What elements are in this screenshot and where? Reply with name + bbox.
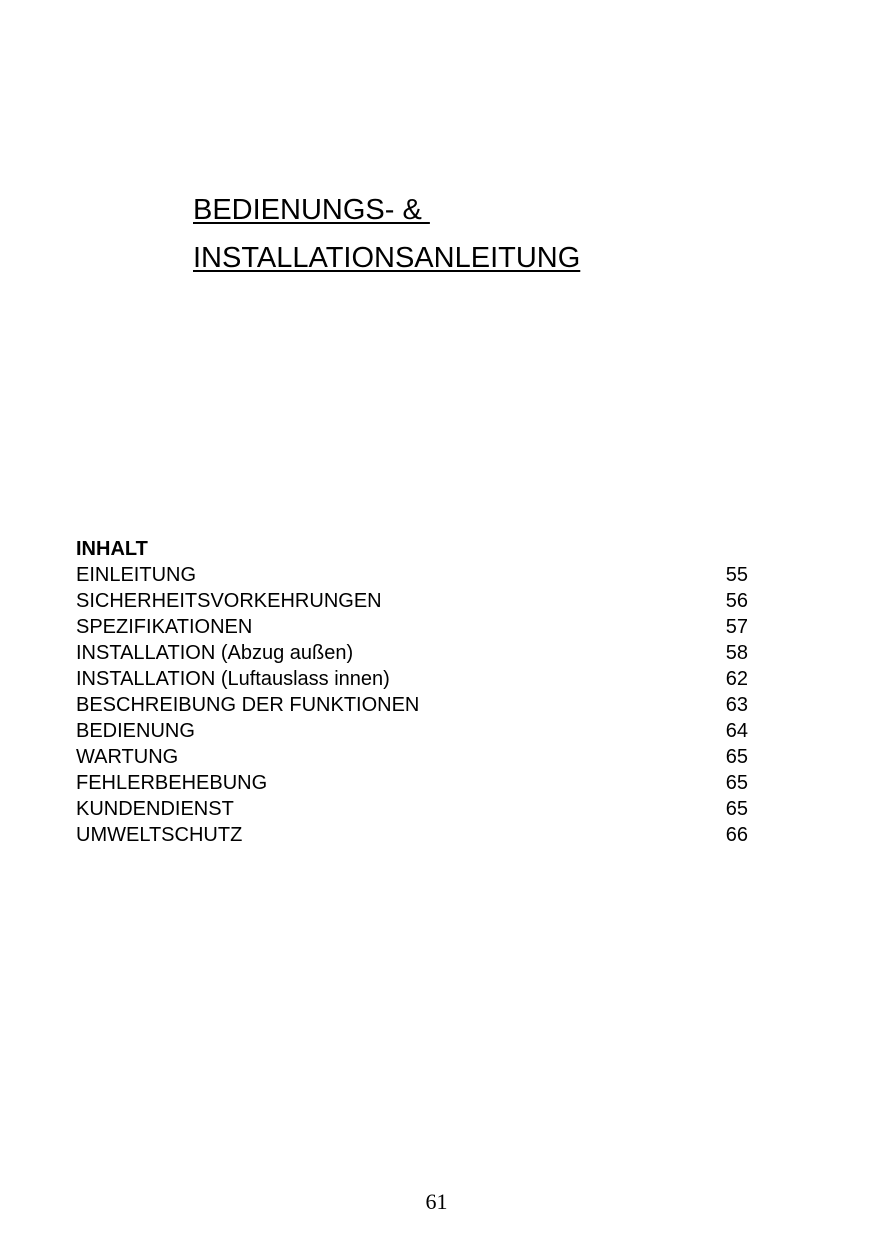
document-title xyxy=(193,186,580,282)
toc-entry xyxy=(76,614,748,640)
toc-entry xyxy=(76,640,748,666)
toc-entry-label: SPEZIFIKATIONEN xyxy=(76,616,253,638)
toc-entry-label: SICHERHEITSVORKEHRUNGEN xyxy=(76,590,382,612)
toc-entry-label: INSTALLATION (Luftauslass innen) xyxy=(76,668,390,690)
toc-entry-label: FEHLERBEHEBUNG xyxy=(76,772,268,794)
title-line-2: INSTALLATIONSANLEITUNG xyxy=(193,242,581,274)
toc-entry-page: 65 xyxy=(725,772,748,794)
toc-entry xyxy=(76,692,748,718)
toc-entry-page: 63 xyxy=(725,694,748,716)
page-number: 61 xyxy=(425,1189,448,1214)
toc-entry xyxy=(76,562,748,588)
toc-entry-page: 58 xyxy=(725,642,748,664)
toc-entry xyxy=(76,822,748,848)
toc-entry-label: WARTUNG xyxy=(76,746,179,768)
toc-entry xyxy=(76,770,748,796)
toc-entry-label: BESCHREIBUNG DER FUNKTIONEN xyxy=(76,694,420,716)
toc-entry-label: EINLEITUNG xyxy=(76,564,197,586)
toc-entry-page: 56 xyxy=(725,590,748,612)
toc-entry-page: 55 xyxy=(725,564,748,586)
toc-entry-page: 62 xyxy=(725,668,748,690)
toc-entry xyxy=(76,718,748,744)
toc-entry-page: 64 xyxy=(725,720,748,742)
title-line-1: BEDIENUNGS- & xyxy=(193,194,430,226)
toc-entry xyxy=(76,796,748,822)
toc-heading: INHALT xyxy=(76,538,148,560)
toc-entry-page: 57 xyxy=(725,616,748,638)
toc-entry-label: BEDIENUNG xyxy=(76,720,195,742)
toc-entry-label: INSTALLATION (Abzug außen) xyxy=(76,642,354,664)
toc-entry xyxy=(76,666,748,692)
toc-entry-page: 66 xyxy=(725,824,748,846)
toc-entry-label: UMWELTSCHUTZ xyxy=(76,824,243,846)
toc-entry-page: 65 xyxy=(725,798,748,820)
toc-entry-label: KUNDENDIENST xyxy=(76,798,234,820)
toc-entry-page: 65 xyxy=(725,746,748,768)
table-of-contents xyxy=(76,536,748,848)
toc-entry xyxy=(76,588,748,614)
toc-entry xyxy=(76,744,748,770)
